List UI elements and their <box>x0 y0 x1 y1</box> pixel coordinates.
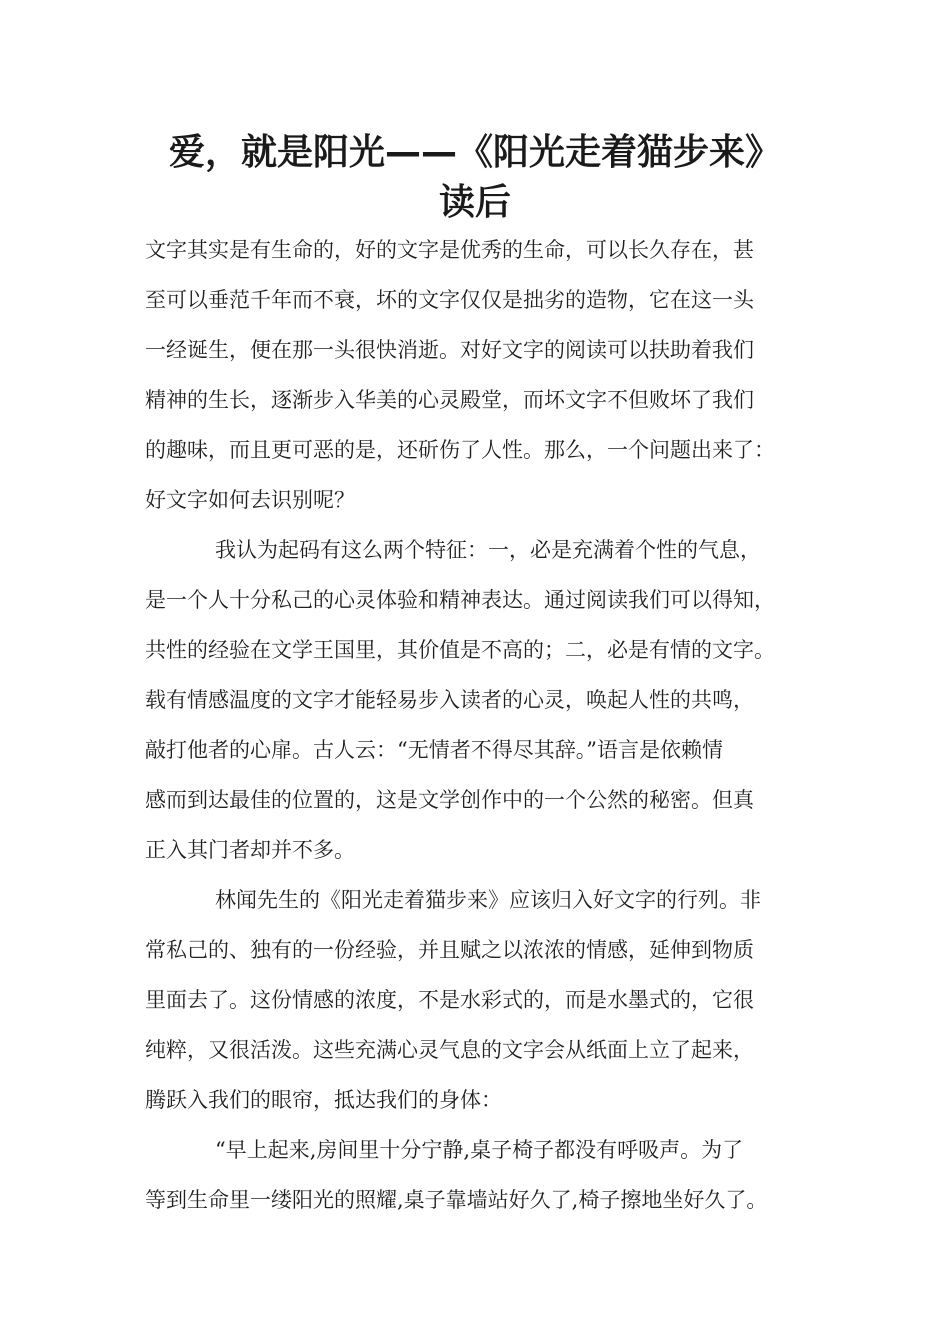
paragraph-line: 纯粹，又很活泼。这些充满心灵气息的文字会从纸面上立了起来， <box>145 1038 754 1062</box>
paragraph-line: 共性的经验在文学王国里，其价值是不高的；二，必是有情的文字。 <box>145 638 775 662</box>
document-body <box>145 232 825 1232</box>
paragraph-line: 文字其实是有生命的，好的文字是优秀的生命，可以长久存在，甚 <box>145 238 754 262</box>
paragraph-line: 正入其门者却并不多。 <box>145 838 355 862</box>
paragraph-line: 常私己的、独有的一份经验，并且赋之以浓浓的情感，延伸到物质 <box>145 938 754 962</box>
paragraph-line: 精神的生长，逐渐步入华美的心灵殿堂，而坏文字不但败坏了我们 <box>145 388 754 412</box>
paragraph-line: “早上起来,房间里十分宁静,桌子椅子都没有呼吸声。为了 <box>215 1138 744 1162</box>
paragraph-line: 好文字如何去识别呢？ <box>145 488 355 512</box>
paragraph-line: 我认为起码有这么两个特征：一，必是充满着个性的气息， <box>215 538 761 562</box>
paragraph-line: 载有情感温度的文字才能轻易步入读者的心灵，唤起人性的共鸣， <box>145 688 754 712</box>
paragraph-line: 的趣味，而且更可恶的是，还斫伤了人性。那么，一个问题出来了： <box>145 438 775 462</box>
paragraph <box>145 1132 825 1232</box>
paragraph <box>145 532 825 882</box>
paragraph-line: 里面去了。这份情感的浓度，不是水彩式的，而是水墨式的，它很 <box>145 988 754 1012</box>
paragraph-line: 一经诞生，便在那一头很快消逝。对好文字的阅读可以扶助着我们 <box>145 338 754 362</box>
paragraph-line: 腾跃入我们的眼帘，抵达我们的身体： <box>145 1088 502 1112</box>
paragraph-line: 感而到达最佳的位置的，这是文学创作中的一个公然的秘密。但真 <box>145 788 754 812</box>
title-line-1: 爱，就是阳光——《阳光走着猫步来》 <box>168 132 781 173</box>
title-line-2: 读后 <box>438 182 511 223</box>
paragraph-line: 林闻先生的《阳光走着猫步来》应该归入好文字的行列。非 <box>215 888 761 912</box>
document-title <box>120 128 830 228</box>
paragraph-line: 敲打他者的心扉。古人云：“无情者不得尽其辞。”语言是依赖情 <box>145 738 723 762</box>
paragraph <box>145 232 825 532</box>
paragraph-line: 至可以垂范千年而不衰，坏的文字仅仅是拙劣的造物，它在这一头 <box>145 288 754 312</box>
paragraph-line: 是一个人十分私己的心灵体验和精神表达。通过阅读我们可以得知， <box>145 588 775 612</box>
paragraph-line: 等到生命里一缕阳光的照耀,桌子靠墙站好久了,椅子擦地坐好久了。 <box>145 1188 768 1212</box>
paragraph <box>145 882 825 1132</box>
